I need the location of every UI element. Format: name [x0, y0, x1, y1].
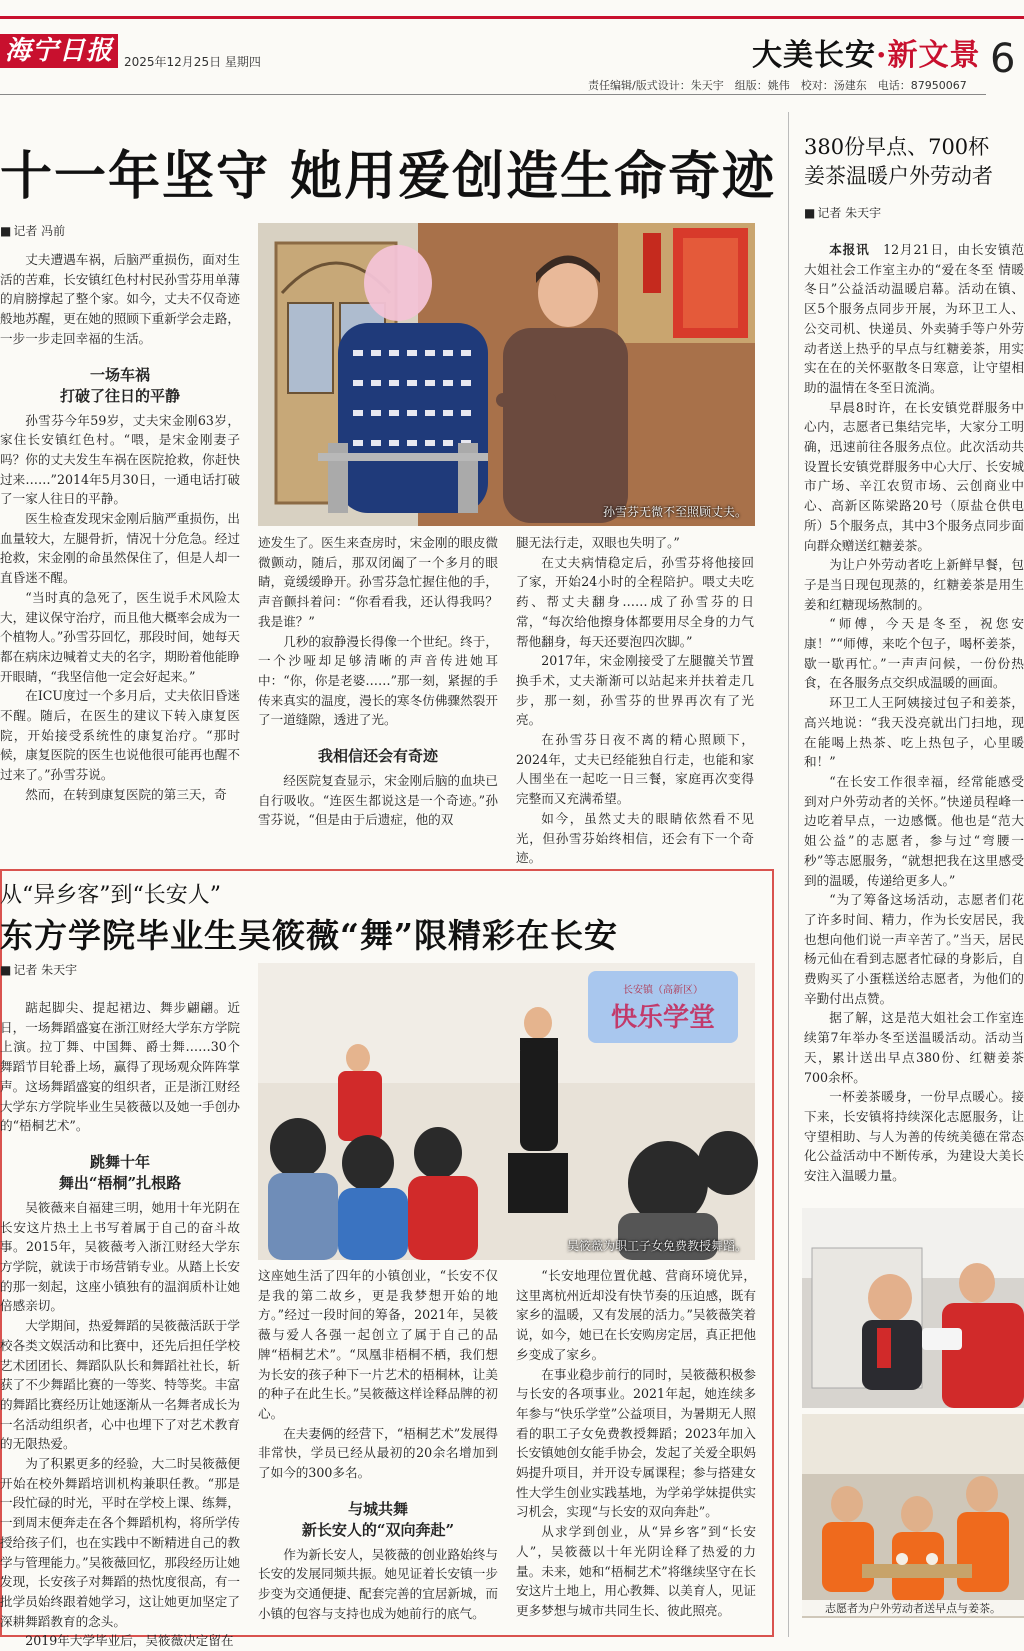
newspaper-logo: 海宁日报 — [0, 34, 118, 68]
paragraph: 为了积累更多的经验，大二时吴筱薇便开始在校外舞蹈培训机构兼职任教。“那是一段忙碌的时光，平时在学校上课、练舞，一到周末便奔走在各个舞蹈机构，将所学传授给孩子们，也在实践中不断精进自己的教学与管理能力。”吴筱薇回忆，那段经历让她发现，长安孩子对舞蹈的热忱度很高，有一批学员始终跟着她学习，这让她更加坚定了深耕舞蹈教育的念头。 — [0, 1456, 240, 1629]
section-separator: · — [876, 38, 888, 73]
story1-headline: 十一年坚守 她用爱创造生命奇迹 — [0, 146, 777, 207]
paragraph: 然而，在转到康复医院的第三天，奇 — [25, 786, 227, 802]
paragraph: 环卫工人王阿姨接过包子和姜茶，高兴地说：“我天没亮就出门扫地，现在能喝上热茶、吃上热包子，心里暖和！” — [804, 695, 1024, 770]
paragraph: 吴筱薇来自福建三明，她用十年光阴在长安这片热土上书写着属于自己的奋斗故事。2015年，吴筱薇考入浙江财经大学东方学院，就读于市场营销专业。从踏上长安的那一刻起，这座小镇独有的温润质朴让她倍感亲切。 — [0, 1199, 240, 1314]
paragraph: 如今，虽然丈夫的眼睛依然看不见光，但孙雪芬始终相信，还会有下一个奇迹。 — [516, 810, 754, 866]
paragraph: “师傅，今天是冬至，祝您安康！”“师傅，来吃个包子，喝杯姜茶，歇一歇再忙。”一声声问候，一份份热食，在各服务点交织成温暖的画面。 — [804, 616, 1024, 691]
story3-column-2 — [258, 1266, 498, 1637]
paragraph: 为让户外劳动者吃上新鲜早餐，包子是当日现包现蒸的，红糖姜茶是用生姜和红糖现场熬制的。 — [804, 557, 1024, 612]
story1-column-1 — [0, 250, 240, 825]
paragraph: 这座她生活了四年的小镇创业，“长安不仅是我的第二故乡，更是我梦想开始的地方。”经过一段时间的筹备，2021年，吴筱薇与爱人各强一起创立了属于自己的品牌“梧桐艺术”。“凤凰非梧桐不栖，我们想为长安的孩子种下一片艺术的梧桐林，让美的种子在此生长。”吴筱薇这样诠释品牌的初心。 — [258, 1268, 498, 1421]
paragraph: 踮起脚尖、提起裙边、舞步翩翩。近日，一场舞蹈盛宴在浙江财经大学东方学院上演。拉丁舞、中国舞、爵士舞……30个舞蹈节目轮番上场，赢得了现场观众阵阵掌声。这场舞蹈盛宴的组织者，正是浙江财经大学东方学院毕业生吴筱薇以及她一手创办的“梧桐艺术”。 — [0, 1000, 240, 1134]
section-name-1: 大美长安 — [752, 38, 876, 73]
story1-column-2 — [258, 533, 498, 828]
paragraph: 据了解，这是范大姐社会工作室连续第7年举办冬至送温暖活动。活动当天，累计送出早点380份、红糖姜茶700余杯。 — [804, 1010, 1024, 1085]
story2-headline-line-2: 姜茶温暖户外劳动者 — [804, 164, 993, 188]
column-separator — [788, 112, 789, 1637]
paragraph: “在长安工作很幸福，经常能感受到对户外劳动者的关怀。”快递员程峰一边吃着早点，一边感慨。他也是“范大姐公益”的志愿者，参与过“弯腰一秒”等志愿服务，“就想把我在这里感受到的温暖，传递给更多人。” — [804, 773, 1024, 888]
paragraph: 丈夫遭遇车祸，后脑严重损伤，面对生活的苦难，长安镇红色村村民孙雪芬用单薄的肩膀撑起了整个家。如今，丈夫不仅奇迹般地苏醒，更在她的照顾下重新学会走路，一步一步走回幸福的生活。 — [0, 252, 240, 346]
paragraph: 一杯姜茶暖身，一份早点暖心。接下来，长安镇将持续深化志愿服务，让守望相助、与人为善的传统美德在常态化公益活动中不断传承，为建设大美长安注入温暖力量。 — [804, 1089, 1024, 1184]
paragraph: “长安地理位置优越、营商环境优异，这里离杭州近却没有快节奏的压迫感，既有家乡的温暖，又有发展的活力。”吴筱薇笑着说，如今，她已在长安购房定居，真正把他乡变成了家乡。 — [516, 1268, 756, 1362]
paragraph: 迹发生了。医生来查房时，宋金刚的眼皮微微颤动，随后，那双闭阖了一个多月的眼睛，竟缓缓睁开。孙雪芬急忙握住他的手，声音颤抖着问：“你看看我，还认得我吗？我是谁？” — [258, 535, 498, 629]
subheading — [0, 1152, 240, 1194]
paragraph: 早晨8时许，在长安镇党群服务中心内，志愿者已集结完毕，大家分工明确，迅速前往各服务点位。此次活动共设置长安镇党群服务中心大厅、长安城市广场、辛江农贸市场、云创商业中心、高新区陈梁路20号（原盐仓供电所）5个服务点，其中3个服务点同步面向群众赠送红糖姜茶。 — [804, 399, 1024, 553]
subheading-line: 一场车祸 — [89, 365, 150, 384]
story1-byline: ■ 记者 冯前 — [0, 222, 65, 239]
paragraph: “当时真的急死了，医生说手术风险太大，建议保守治疗，而且他大概率会成为一个植物人。”孙雪芬回忆，那段时间，她每天都在病床边喊着丈夫的名字，期盼着他能睁开眼睛，“我坚信他一定会好起来。” — [0, 589, 240, 684]
story2-photo-2 — [802, 1414, 1024, 1618]
subheading — [258, 746, 498, 767]
banner-title: 快乐学堂 — [610, 1003, 716, 1033]
story2-byline: ■ 记者 朱天宇 — [804, 204, 881, 221]
paragraph: 医生检查发现宋金刚后脑严重损伤，出血量较大，左腿骨折，情况十分危急。经过抢救，宋金刚的命虽然保住了，但是人却一直昏迷不醒。 — [0, 511, 240, 586]
paragraph: 在丈夫病情稳定后，孙雪芬将他接回了家，开始24小时的全程陪护。喂丈夫吃药、帮丈夫翻身……成了孙雪芬的日常，“每次给他擦身体都要用尽全身的力气帮他翻身，每天还要泡四次脚。” — [516, 554, 754, 649]
banner-subtitle: 长安镇（高新区） — [623, 985, 703, 996]
story2-photo-caption: 志愿者为户外劳动者送早点与姜茶。 — [802, 1600, 1024, 1616]
paragraph: 2019年大学毕业后，吴筱薇决定留在 — [25, 1633, 234, 1649]
editor-credits: 责任编辑/版式设计：朱天宇 组版：姚伟 校对：汤建东 电话：87950067 — [588, 79, 967, 92]
dance-class-illustration — [258, 963, 755, 1260]
masthead-rule — [0, 94, 986, 95]
paragraph-text: 12月21日，由长安镇范大姐社会工作室主办的“爱在冬至 情暖冬日”公益活动温暖启幕。活动在镇、区5个服务点同步开展，为环卫工人、公交司机、快递员、外卖骑手等户外劳动者送上热乎的早点与红糖姜茶，用实实在在的关怀驱散冬日寒意，让守望相助的温情在冬至日流淌。 — [804, 242, 1024, 395]
story1-column-3 — [516, 533, 754, 866]
paragraph — [804, 240, 1024, 398]
volunteer-delivery-illustration — [802, 1208, 1024, 1408]
paragraph: 孙雪芬今年59岁，丈夫宋金刚63岁，家住长安镇红色村。“喂，是宋金刚妻子吗？你的丈夫发生车祸在医院抢救，你赶快过来……”2014年5月30日，一通电话打破了一家人往日的平静。 — [0, 412, 240, 507]
subheading-line: 我相信还会有奇迹 — [317, 747, 438, 766]
story3-photo — [258, 963, 755, 1260]
story2-photo-1 — [802, 1208, 1024, 1408]
story3-kicker: 从“异乡客”到“长安人” — [0, 883, 221, 908]
couple-illustration — [258, 223, 755, 526]
story3-photo-caption: 吴筱薇为职工子女免费教授舞蹈。 — [566, 1239, 747, 1253]
sanitation-workers-illustration — [802, 1414, 1024, 1618]
paragraph: 在ICU度过一个多月后，丈夫依旧昏迷不醒。随后，在医生的建议下转入康复医院，开始接受系统性的康复治疗。“那时候，康复医院的医生也说他很可能再也醒不过来了。”孙雪芬说。 — [0, 688, 240, 783]
story2-headline — [804, 133, 993, 191]
story3-column-1 — [0, 998, 240, 1649]
paragraph: 大学期间，热爱舞蹈的吴筱薇活跃于学校各类文娱活动和比赛中，还先后担任学校艺术团团长、舞蹈队队长和舞蹈社社长，斩获了不少舞蹈比赛的一等奖、特等奖。丰富的舞蹈比赛经历让她逐渐从一名舞者成长为一名活动组织者，心中也埋下了对艺术教育的无限热爱。 — [0, 1318, 240, 1452]
paragraph: 在事业稳步前行的同时，吴筱薇积极参与长安的各项事业。2021年起，她连续多年参与“快乐学堂”公益项目，为暑期无人照看的职工子女免费教授舞蹈；2023年加入长安镇她创女能手协会，发起了关爱全职妈妈提升项目，并开设专属课程；参与搭建女性大学生创业实践基地，为学弟学妹提供实习机会，实现“与长安的双向奔赴”。 — [516, 1366, 756, 1520]
section-title — [752, 30, 980, 74]
subheading-line: 跳舞十年 — [89, 1152, 150, 1171]
story2-column — [804, 240, 1024, 1200]
paragraph: 作为新长安人，吴筱薇的创业路始终与长安的发展同频共振。她见证着长安镇一步步变为交通便捷、配套完善的宜居新城，而小镇的包容与支持也成为她前行的底气。 — [258, 1546, 498, 1621]
story3-byline: ■ 记者 朱天宇 — [0, 961, 77, 978]
issue-date: 2025年12月25日 星期四 — [124, 55, 261, 69]
subheading-line: 新长安人的“双向奔赴” — [301, 1520, 455, 1539]
paragraph: 从求学到创业，从“异乡客”到“长安人”，吴筱薇以十年光阴诠释了热爱的力量。未来，她和“梧桐艺术”将继续坚守在长安这片土地上，用心教舞、以美育人，见证更多梦想与城市共同生长、彼此照亮。 — [516, 1524, 756, 1618]
story2-headline-line-1: 380份早点、700杯 — [804, 135, 990, 159]
paragraph: 几秒的寂静漫长得像一个世纪。终于，一个沙哑却足够清晰的声音传进她耳中：“你，你是老婆……”那一刻，紧握的手传来真实的温度，漫长的寒冬仿佛骤然裂开了一道缝隙，透进了光。 — [258, 633, 498, 728]
subheading-line: 与城共舞 — [347, 1499, 408, 1518]
paragraph: 在孙雪芬日夜不离的精心照顾下，2024年，丈夫已经能独自行走，也能和家人围坐在一起吃一日三餐，家庭再次变得完整而又充满希望。 — [516, 732, 754, 807]
top-rule — [0, 16, 1024, 19]
story3-headline: 东方学院毕业生吴筱薇“舞”限精彩在长安 — [0, 916, 618, 955]
story1-photo — [258, 223, 755, 526]
paragraph: 在夫妻俩的经营下，“梧桐艺术”发展得非常快，学员已经从最初的20余名增加到了如今的300多名。 — [258, 1425, 498, 1481]
subheading — [258, 1499, 498, 1541]
story3-column-3 — [516, 1266, 756, 1637]
section-name-2: 新文景 — [887, 38, 981, 73]
subheading — [0, 365, 240, 407]
paragraph: 经医院复查显示，宋金刚后脑的血块已自行吸收。“连医生都说这是一个奇迹。”孙雪芬说，“但是由于后遗症，他的双 — [258, 773, 498, 828]
subheading-line: 打破了往日的平静 — [59, 386, 180, 405]
dateline: 本报讯 — [829, 242, 884, 257]
page-number: 6 — [990, 36, 1016, 82]
paragraph: 腿无法行走，双眼也失明了。” — [516, 535, 680, 550]
paragraph: “为了筹备这场活动，志愿者们花了许多时间、精力，作为长安居民，我也想向他们说一声辛苦了。”当天，居民杨元仙在看到志愿者忙碌的身影后，自费购买了小蛋糕送给志愿者，为他们的辛勤付出点赞。 — [804, 892, 1024, 1006]
story1-photo-caption: 孙雪芬无微不至照顾丈夫。 — [602, 505, 747, 519]
subheading-line: 舞出“梧桐”扎根路 — [58, 1173, 182, 1192]
paragraph: 2017年，宋金刚接受了左腿髋关节置换手术，丈夫渐渐可以站起来并扶着走几步，那一刻，孙雪芬的世界再次有了光亮。 — [516, 653, 754, 728]
